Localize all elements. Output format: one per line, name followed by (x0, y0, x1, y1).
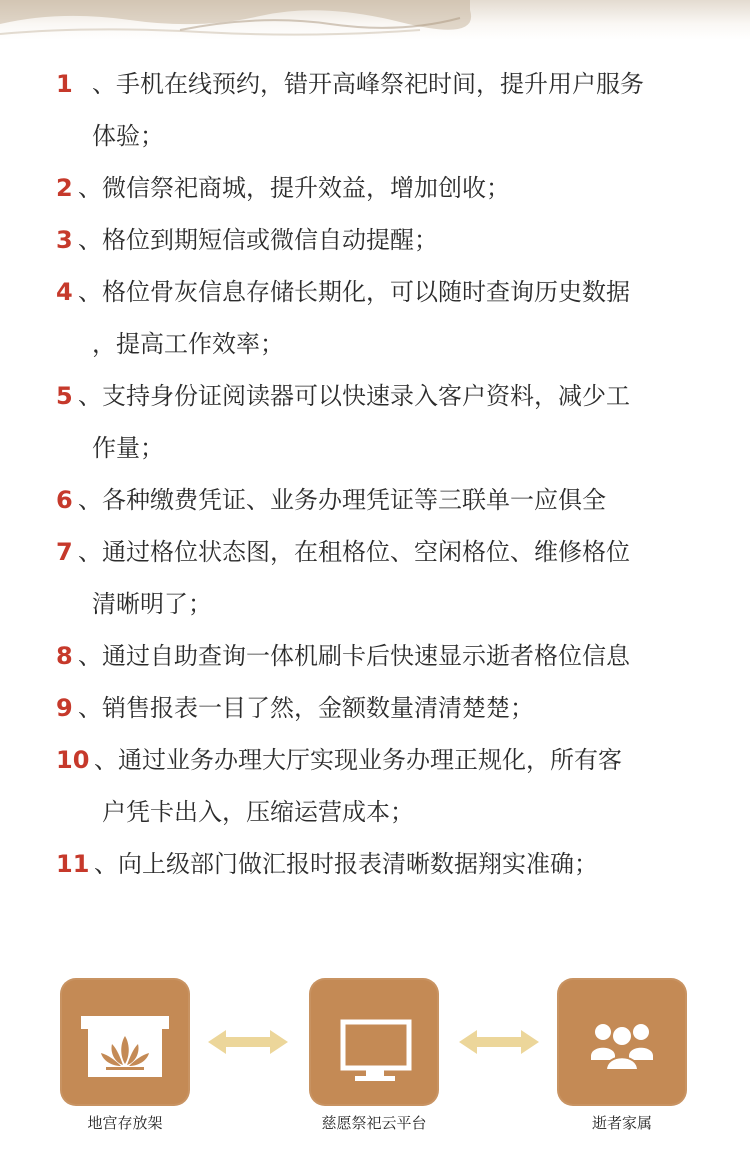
feature-text: 、格位到期短信或微信自动提醒； (78, 226, 438, 254)
feature-number: 9 (56, 694, 73, 722)
feature-number: 5 (56, 382, 73, 410)
feature-text: 、各种缴费凭证、业务办理凭证等三联单一应俱全 (78, 486, 606, 514)
feature-item-4 (0, 266, 750, 370)
feature-text-cont: 清晰明了； (92, 590, 212, 618)
feature-text-cont: ，提高工作效率； (92, 330, 284, 358)
double-arrow-icon (457, 1027, 541, 1057)
feature-text: 、格位骨灰信息存储长期化，可以随时查询历史数据 (78, 278, 630, 306)
feature-list (0, 58, 750, 890)
feature-text: 、销售报表一目了然，金额数量清清楚楚； (78, 694, 534, 722)
cloud-platform-node (309, 978, 439, 1106)
feature-text-cont: 作量； (92, 434, 164, 462)
family-label: 逝者家属 (591, 1114, 652, 1132)
double-arrow-icon (206, 1027, 290, 1057)
feature-text: 、向上级部门做汇报时报表清晰数据翔实准确； (94, 850, 598, 878)
feature-item-6 (0, 474, 750, 526)
people-group-icon (557, 978, 687, 1106)
feature-item-7 (0, 526, 750, 630)
feature-number: 10 (56, 746, 90, 774)
feature-item-11 (0, 838, 750, 890)
feature-item-8 (0, 630, 750, 682)
feature-text: 、通过业务办理大厅实现业务办理正规化，所有客 (94, 746, 622, 774)
feature-number: 4 (56, 278, 73, 306)
lotus-box-icon (60, 978, 190, 1106)
feature-item-1 (0, 58, 750, 162)
feature-number: 11 (56, 850, 90, 878)
storage-rack-label: 地宫存放架 (87, 1114, 163, 1132)
platform-diagram (0, 975, 750, 1159)
feature-text-cont: 体验； (92, 122, 164, 150)
feature-text: 、手机在线预约，错开高峰祭祀时间，提升用户服务 (92, 70, 644, 98)
feature-text-cont: 户凭卡出入，压缩运营成本； (102, 798, 414, 826)
feature-item-3 (0, 214, 750, 266)
storage-rack-node (60, 978, 190, 1106)
feature-item-2 (0, 162, 750, 214)
feature-item-10 (0, 734, 750, 838)
monitor-icon (309, 978, 439, 1106)
feature-number: 3 (56, 226, 73, 254)
family-node (557, 978, 687, 1106)
feature-item-9 (0, 682, 750, 734)
feature-text: 、微信祭祀商城，提升效益，增加创收； (78, 174, 510, 202)
feature-number: 8 (56, 642, 73, 670)
feature-text: 、通过自助查询一体机刷卡后快速显示逝者格位信息 (78, 642, 630, 670)
feature-number: 7 (56, 538, 73, 566)
feature-number: 2 (56, 174, 73, 202)
feature-number: 6 (56, 486, 73, 514)
feature-item-5 (0, 370, 750, 474)
feature-number: 1 (56, 70, 73, 98)
header-landscape-decoration (0, 0, 750, 40)
feature-text: 、支持身份证阅读器可以快速录入客户资料，减少工 (78, 382, 630, 410)
feature-text: 、通过格位状态图，在租格位、空闲格位、维修格位 (78, 538, 630, 566)
cloud-platform-label: 慈愿祭祀云平台 (321, 1114, 427, 1132)
